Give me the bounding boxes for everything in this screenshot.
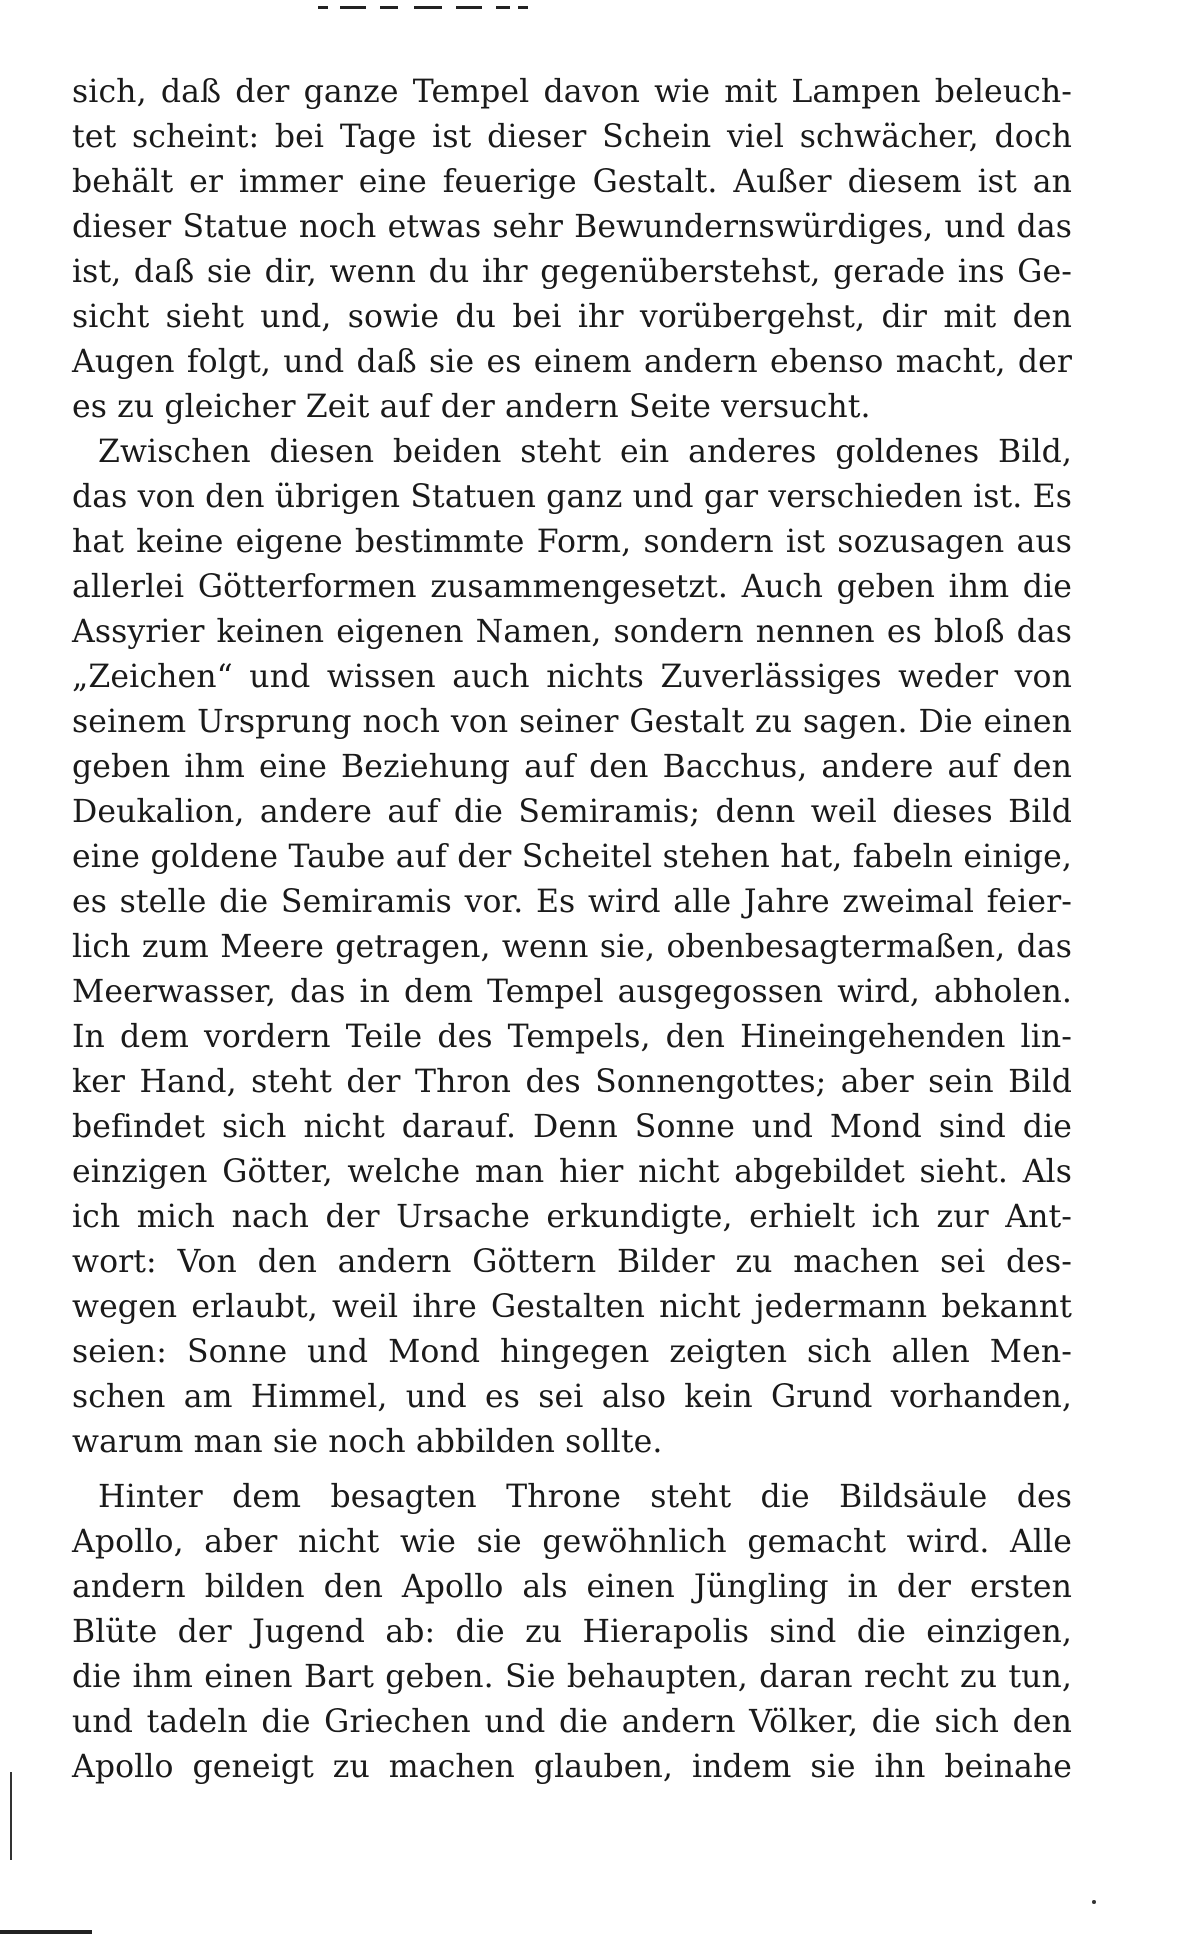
text-line: allerlei Götterformen zusammengesetzt. Auch geben ihm die bbox=[72, 569, 1072, 605]
text-line: eine goldene Taube auf der Scheitel stehen hat, fabeln einige, bbox=[72, 839, 1072, 875]
text-line: seinem Ursprung noch von seiner Gestalt zu sagen. Die einen bbox=[72, 704, 1072, 740]
body-text bbox=[72, 70, 1072, 1790]
text-line: die ihm einen Bart geben. Sie behaupten, daran recht zu tun, bbox=[72, 1659, 1072, 1695]
text-line: seien: Sonne und Mond hingegen zeigten sich allen Men- bbox=[72, 1334, 1072, 1370]
text-line: behält er immer eine feuerige Gestalt. Außer diesem ist an bbox=[72, 164, 1072, 200]
text-line: andern bilden den Apollo als einen Jüngling in der ersten bbox=[72, 1569, 1072, 1605]
text-line: „Zeichen“ und wissen auch nichts Zuverlässiges weder von bbox=[72, 659, 1072, 695]
margin-scan-mark bbox=[10, 1772, 12, 1860]
text-line: geben ihm eine Beziehung auf den Bacchus, andere auf den bbox=[72, 749, 1072, 785]
text-line: hat keine eigene bestimmte Form, sondern ist sozusagen aus bbox=[72, 524, 1072, 560]
cropped-running-head bbox=[318, 0, 528, 12]
text-line: lich zum Meere getragen, wenn sie, obenbesagtermaßen, das bbox=[72, 929, 1072, 965]
text-line: Apollo geneigt zu machen glauben, indem sie ihn beinahe bbox=[72, 1749, 1072, 1785]
text-line: warum man sie noch abbilden sollte. bbox=[72, 1424, 663, 1460]
text-line: Assyrier keinen eigenen Namen, sondern nennen es bloß das bbox=[72, 614, 1072, 650]
text-line: Augen folgt, und daß sie es einem andern ebenso macht, der bbox=[72, 344, 1072, 380]
text-line: Zwischen diesen beiden steht ein anderes goldenes Bild, bbox=[98, 434, 1072, 470]
text-line: das von den übrigen Statuen ganz und gar verschieden ist. Es bbox=[72, 479, 1072, 515]
text-line: es zu gleicher Zeit auf der andern Seite versucht. bbox=[72, 389, 871, 425]
text-line: Meerwasser, das in dem Tempel ausgegossen wird, abholen. bbox=[72, 974, 1072, 1010]
text-line: Blüte der Jugend ab: die zu Hierapolis sind die einzigen, bbox=[72, 1614, 1072, 1650]
text-line: wort: Von den andern Göttern Bilder zu machen sei des- bbox=[72, 1244, 1072, 1280]
text-line: ker Hand, steht der Thron des Sonnengottes; aber sein Bild bbox=[72, 1064, 1072, 1100]
text-line: In dem vordern Teile des Tempels, den Hineingehenden lin- bbox=[72, 1019, 1072, 1055]
text-line: wegen erlaubt, weil ihre Gestalten nicht jedermann bekannt bbox=[72, 1289, 1072, 1325]
text-line: schen am Himmel, und es sei also kein Grund vorhanden, bbox=[72, 1379, 1072, 1415]
text-line: befindet sich nicht darauf. Denn Sonne und Mond sind die bbox=[72, 1109, 1072, 1145]
text-line: tet scheint: bei Tage ist dieser Schein viel schwächer, doch bbox=[72, 119, 1072, 155]
bottom-scan-mark bbox=[0, 1930, 92, 1934]
text-line: Hinter dem besagten Throne steht die Bildsäule des bbox=[98, 1479, 1072, 1515]
text-line: es stelle die Semiramis vor. Es wird alle Jahre zweimal feier- bbox=[72, 884, 1072, 920]
text-line: Deukalion, andere auf die Semiramis; denn weil dieses Bild bbox=[72, 794, 1072, 830]
scan-speck bbox=[1092, 1900, 1096, 1904]
text-line: sich, daß der ganze Tempel davon wie mit Lampen beleuch- bbox=[72, 74, 1072, 110]
text-line: sicht sieht und, sowie du bei ihr vorübergehst, dir mit den bbox=[72, 299, 1072, 335]
text-line: ich mich nach der Ursache erkundigte, erhielt ich zur Ant- bbox=[72, 1199, 1072, 1235]
text-line: Apollo, aber nicht wie sie gewöhnlich gemacht wird. Alle bbox=[72, 1524, 1072, 1560]
paragraph-gap bbox=[72, 1465, 1072, 1475]
text-line: ist, daß sie dir, wenn du ihr gegenüberstehst, gerade ins Ge- bbox=[72, 254, 1072, 290]
text-line: dieser Statue noch etwas sehr Bewundernswürdiges, und das bbox=[72, 209, 1072, 245]
text-line: und tadeln die Griechen und die andern Völker, die sich den bbox=[72, 1704, 1072, 1740]
text-line: einzigen Götter, welche man hier nicht abgebildet sieht. Als bbox=[72, 1154, 1072, 1190]
